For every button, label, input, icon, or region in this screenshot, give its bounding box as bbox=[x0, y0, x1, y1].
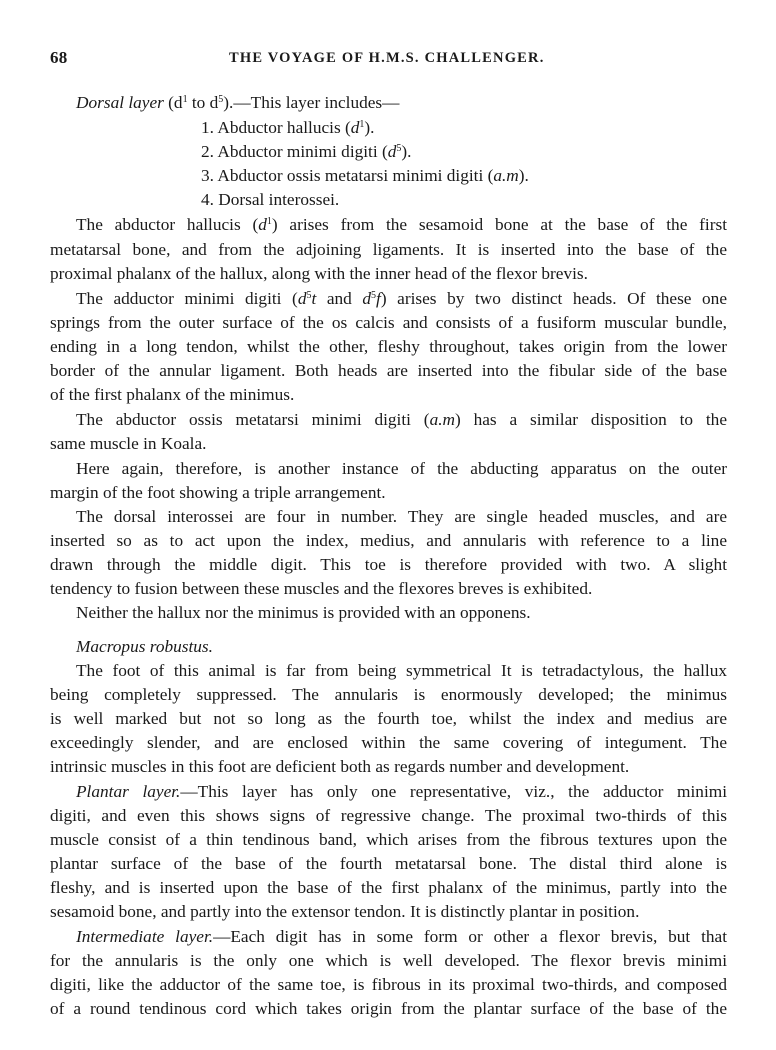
list-symbol: d bbox=[350, 118, 360, 137]
text-line: drawn through the middle digit. This toe is therefore provided with two. A slight bbox=[50, 555, 727, 574]
text-segment: ) arises from the sesamoid bone at the base of the first bbox=[271, 215, 728, 234]
text-line: tendency to fusion between these muscles and the flexores breves is exhibited. bbox=[50, 579, 593, 598]
list-number: 4. bbox=[201, 190, 214, 209]
text-line: proximal phalanx of the hallux, along with the inner head of the flexor brevis. bbox=[50, 264, 588, 283]
text-line: muscle consist of a thin tendinous band, which arises from the fibrous textures upon the bbox=[50, 830, 727, 849]
list-tail: ). bbox=[518, 166, 529, 185]
text-line: sesamoid bone, and partly into the extensor tendon. It is distinctly plantar in position. bbox=[50, 902, 640, 921]
heading-sup-1: 1 bbox=[182, 94, 188, 105]
text-line: margin of the foot showing a triple arrangement. bbox=[50, 483, 386, 502]
list-text: Abductor hallucis ( bbox=[213, 118, 351, 137]
text-segment: ) arises by two distinct heads. Of these one bbox=[380, 289, 727, 308]
symbol: f bbox=[376, 289, 381, 308]
list-item bbox=[201, 165, 529, 187]
list-number: 2. bbox=[201, 142, 214, 161]
text-line: of a round tendinous cord which takes origin from the plantar surface of the base of the bbox=[50, 999, 727, 1018]
superscript: 5 bbox=[306, 290, 312, 301]
text-line: fleshy, and is inserted upon the base of the first phalanx of the minimus, partly into the bbox=[50, 878, 727, 897]
text-line: ending in a long tendon, whilst the other, fleshy throughout, takes origin from the lower bbox=[50, 337, 727, 356]
list-text: Abductor ossis metatarsi minimi digiti ( bbox=[213, 166, 494, 185]
section-heading: Macropus robustus. bbox=[76, 637, 213, 656]
text-line: border of the annular ligament. Both heads are inserted into the fibular side of the base bbox=[50, 361, 727, 380]
text-line: The foot of this animal is far from being symmetrical It is tetradactylous, the hallux bbox=[76, 661, 727, 680]
list-number: 1. bbox=[201, 118, 214, 137]
text-line: same muscle in Koala. bbox=[50, 434, 207, 453]
text-line: Here again, therefore, is another instance of the abducting apparatus on the outer bbox=[76, 459, 727, 478]
text-line: intrinsic muscles in this foot are deficient both as regards number and development. bbox=[50, 757, 630, 776]
list-text: Dorsal interossei. bbox=[213, 190, 340, 209]
superscript: 5 bbox=[371, 290, 377, 301]
text-segment: ) has a similar disposition to the bbox=[455, 410, 727, 429]
heading-tail: ).—This layer includes— bbox=[223, 93, 400, 112]
list-tail: ). bbox=[401, 142, 412, 161]
heading-range-mid: to d bbox=[187, 93, 219, 112]
page-number: 68 bbox=[50, 48, 68, 67]
list-symbol: a.m bbox=[493, 166, 519, 185]
text-line: metatarsal bone, and from the adjoining ligaments. It is inserted into the base of the bbox=[50, 240, 727, 259]
text-line: springs from the outer surface of the os calcis and consists of a fusiform muscular bundle, bbox=[50, 313, 727, 332]
symbol: d bbox=[362, 289, 372, 308]
text-segment: The adductor minimi digiti ( bbox=[76, 289, 298, 308]
symbol: t bbox=[311, 289, 317, 308]
list-sup: 1 bbox=[359, 119, 365, 130]
text-line: inserted so as to act upon the index, medius, and annularis with reference to a line bbox=[50, 531, 727, 550]
superscript: 1 bbox=[266, 216, 272, 227]
running-title: THE VOYAGE OF H.M.S. CHALLENGER. bbox=[229, 50, 545, 66]
text-line: for the annularis is the only one which is well developed. The flexor brevis minimi bbox=[50, 951, 727, 970]
text-line: being completely suppressed. The annularis is enormously developed; the minimus bbox=[50, 685, 727, 704]
heading-range-open: (d bbox=[163, 93, 183, 112]
heading-sup-5: 5 bbox=[218, 94, 224, 105]
text-segment: and bbox=[316, 289, 363, 308]
text-line bbox=[76, 409, 727, 431]
symbol: a.m bbox=[429, 410, 456, 429]
text-segment: —This layer has only one representative, viz., the adductor minimi bbox=[180, 782, 727, 801]
text-segment: —Each digit has in some form or other a flexor brevis, but that bbox=[213, 927, 728, 946]
text-line bbox=[76, 288, 727, 310]
text-line: Neither the hallux nor the minimus is provided with an opponens. bbox=[76, 603, 531, 622]
list-sup: 5 bbox=[396, 143, 402, 154]
list-item bbox=[201, 189, 339, 211]
list-number: 3. bbox=[201, 166, 214, 185]
subsection-label: Plantar layer. bbox=[76, 782, 181, 801]
text-line: of the first phalanx of the minimus. bbox=[50, 385, 295, 404]
list-item bbox=[201, 141, 411, 163]
text-line: digiti, and even this shows signs of regressive change. The proximal two-thirds of this bbox=[50, 806, 727, 825]
list-symbol: d bbox=[387, 142, 397, 161]
text-line bbox=[76, 926, 727, 948]
text-segment: The abductor ossis metatarsi minimi digiti ( bbox=[76, 410, 430, 429]
text-line: The dorsal interossei are four in number. They are single headed muscles, and are bbox=[76, 507, 727, 526]
text-line: exceedingly slender, and are enclosed within the same covering of integument. The bbox=[50, 733, 727, 752]
text-line: digiti, like the adductor of the same toe, is fibrous in its proximal two-thirds, and composed bbox=[50, 975, 727, 994]
subsection-label: Intermediate layer. bbox=[76, 927, 214, 946]
text-line bbox=[76, 781, 727, 803]
list-item bbox=[201, 117, 374, 139]
dorsal-layer-label: Dorsal layer bbox=[76, 93, 164, 112]
symbol: d bbox=[297, 289, 307, 308]
list-tail: ). bbox=[364, 118, 375, 137]
text-line: plantar surface of the base of the fourth metatarsal bone. The distal third alone is bbox=[50, 854, 727, 873]
text-line: is well marked but not so long as the fourth toe, whilst the index and medius are bbox=[50, 709, 727, 728]
list-text: Abductor minimi digiti ( bbox=[213, 142, 388, 161]
dorsal-layer-heading bbox=[76, 92, 727, 114]
text-segment: The abductor hallucis ( bbox=[76, 215, 259, 234]
text-line bbox=[76, 214, 727, 236]
symbol: d bbox=[258, 215, 267, 234]
